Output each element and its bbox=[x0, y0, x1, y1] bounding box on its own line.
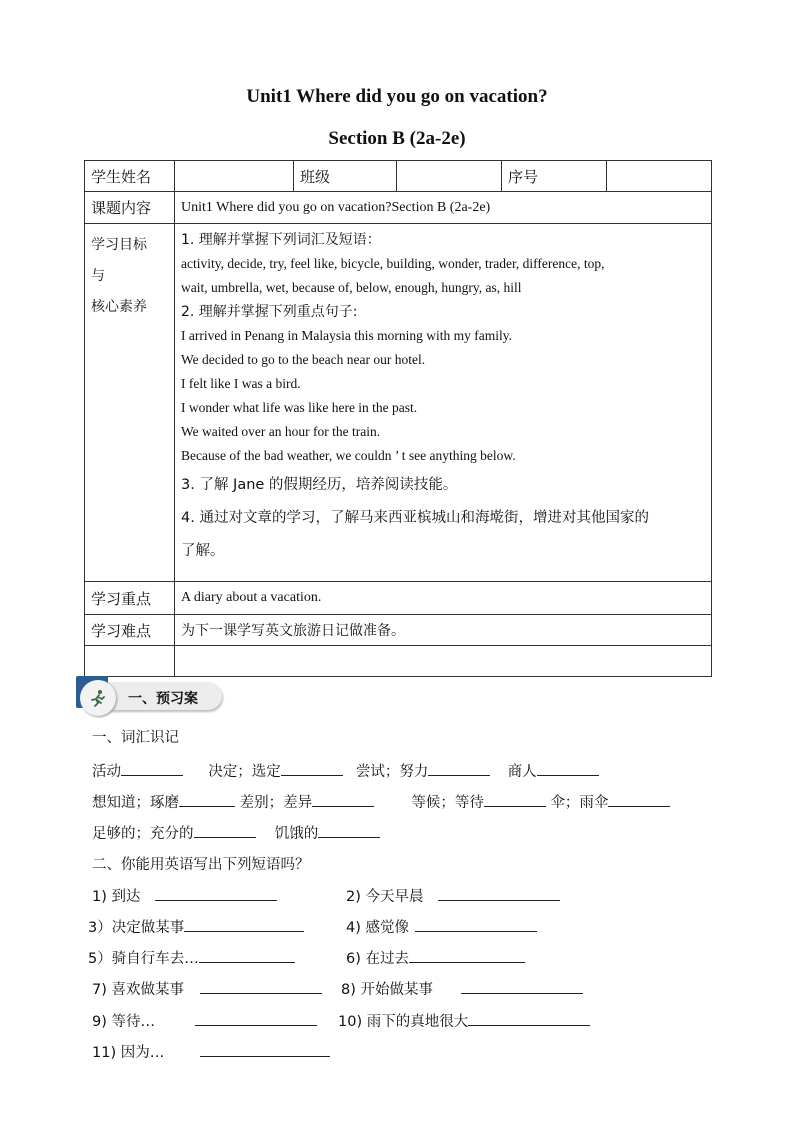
objective-line: Because of the bad weather, we couldn ’ t see anything below. bbox=[181, 448, 516, 463]
answer-blank[interactable] bbox=[194, 823, 256, 838]
objective-line: 1. 理解并掌握下列词汇及短语： bbox=[181, 232, 381, 248]
vocab-prompt: 足够的；充分的 bbox=[92, 826, 194, 842]
answer-blank[interactable] bbox=[608, 792, 670, 807]
phrase-item: 10) 雨下的真地很大 bbox=[338, 1010, 590, 1031]
objective-line: I wonder what life was like here in the past. bbox=[181, 400, 418, 415]
phrase-item: 6) 在过去 bbox=[346, 947, 525, 968]
objectives-content bbox=[175, 224, 712, 582]
topic-label: 课题内容 bbox=[85, 192, 175, 224]
document-subtitle: Section B (2a-2e) bbox=[328, 128, 466, 149]
table-row bbox=[85, 582, 712, 615]
answer-blank[interactable] bbox=[312, 792, 374, 807]
phrase-item: 8) 开始做某事 bbox=[341, 978, 583, 999]
topic-value: Unit1 Where did you go on vacation?Section B (2a-2e) bbox=[175, 192, 712, 224]
table-row bbox=[85, 161, 712, 192]
phrase-item: 5）骑自行车去… bbox=[88, 947, 295, 968]
answer-blank[interactable] bbox=[200, 1042, 330, 1057]
answer-blank[interactable] bbox=[200, 979, 322, 994]
vocab-prompt: 等候；等待 bbox=[411, 795, 484, 811]
vocab-prompt: 商人 bbox=[507, 764, 537, 780]
vocab-prompt: 活动 bbox=[92, 764, 121, 780]
empty-cell bbox=[85, 646, 175, 677]
objective-line: 了解。 bbox=[181, 543, 225, 559]
objectives-label-line: 与 bbox=[91, 268, 105, 284]
running-figure-icon bbox=[80, 680, 116, 716]
vocab-row bbox=[92, 791, 670, 812]
phrase-item: 1) 到达 bbox=[92, 885, 277, 906]
answer-blank[interactable] bbox=[484, 792, 546, 807]
answer-blank[interactable] bbox=[461, 979, 583, 994]
answer-blank[interactable] bbox=[537, 761, 599, 776]
answer-blank[interactable] bbox=[468, 1011, 590, 1026]
phrase-item: 3）决定做某事 bbox=[88, 916, 304, 937]
vocab-prompt: 尝试；努力 bbox=[355, 764, 429, 780]
objectives-label bbox=[85, 224, 175, 582]
objective-line: 3. 了解 Jane 的假期经历，培养阅读技能。 bbox=[181, 477, 458, 493]
vocab-row bbox=[92, 822, 380, 843]
objective-line: wait, umbrella, wet, because of, below, enough, hungry, as, hill bbox=[181, 280, 522, 295]
objectives-label-line: 学习目标 bbox=[91, 237, 147, 253]
objective-line: 4. 通过对文章的学习，了解马来西亚槟城山和海墘街，增进对其他国家的 bbox=[181, 510, 649, 526]
vocab-heading: 一、词汇识记 bbox=[92, 730, 179, 746]
number-label: 序号 bbox=[502, 161, 607, 192]
table-row bbox=[85, 615, 712, 646]
class-field[interactable] bbox=[397, 161, 502, 192]
answer-blank[interactable] bbox=[281, 761, 343, 776]
answer-blank[interactable] bbox=[155, 886, 277, 901]
table-row bbox=[85, 192, 712, 224]
answer-blank[interactable] bbox=[121, 761, 183, 776]
vocab-prompt: 饥饿的 bbox=[274, 826, 319, 842]
section-banner bbox=[76, 676, 224, 714]
class-label: 班级 bbox=[294, 161, 397, 192]
answer-blank[interactable] bbox=[195, 1011, 317, 1026]
empty-cell bbox=[175, 646, 712, 677]
objective-line: I felt like I was a bird. bbox=[181, 376, 301, 391]
objective-line: activity, decide, try, feel like, bicycle, building, wonder, trader, difference, top, bbox=[181, 256, 605, 271]
table-row bbox=[85, 224, 712, 582]
answer-blank[interactable] bbox=[199, 948, 295, 963]
answer-blank[interactable] bbox=[409, 948, 525, 963]
lesson-info-table bbox=[84, 160, 712, 677]
document-title: Unit1 Where did you go on vacation? bbox=[246, 86, 548, 107]
focus-label: 学习重点 bbox=[85, 582, 175, 615]
vocab-prompt: 伞；雨伞 bbox=[550, 795, 609, 811]
objective-line: I arrived in Penang in Malaysia this morning with my family. bbox=[181, 328, 512, 343]
objectives-label-line: 核心素养 bbox=[91, 299, 147, 315]
answer-blank[interactable] bbox=[438, 886, 560, 901]
vocab-prompt: 想知道；琢磨 bbox=[92, 795, 179, 811]
student-name-label: 学生姓名 bbox=[85, 161, 175, 192]
phrase-item: 7) 喜欢做某事 bbox=[92, 978, 322, 999]
answer-blank[interactable] bbox=[318, 823, 380, 838]
vocab-row bbox=[92, 760, 599, 781]
phrase-item: 11) 因为… bbox=[92, 1041, 330, 1062]
phrase-item: 9) 等待… bbox=[92, 1010, 317, 1031]
table-row bbox=[85, 646, 712, 677]
vocab-prompt: 决定；选定 bbox=[208, 764, 281, 780]
number-field[interactable] bbox=[607, 161, 712, 192]
answer-blank[interactable] bbox=[179, 792, 235, 807]
answer-blank[interactable] bbox=[428, 761, 490, 776]
objective-line: We waited over an hour for the train. bbox=[181, 424, 381, 439]
banner-title: 一、预习案 bbox=[128, 691, 198, 707]
objective-line: We decided to go to the beach near our hotel. bbox=[181, 352, 426, 367]
phrase-item: 4) 感觉像 bbox=[346, 916, 537, 937]
difficulty-label: 学习难点 bbox=[85, 615, 175, 646]
student-name-field[interactable] bbox=[175, 161, 294, 192]
focus-value: A diary about a vacation. bbox=[175, 582, 712, 615]
answer-blank[interactable] bbox=[184, 917, 304, 932]
difficulty-value: 为下一课学写英文旅游日记做准备。 bbox=[175, 615, 712, 646]
phrase-item: 2) 今天早晨 bbox=[346, 885, 560, 906]
phrases-heading: 二、你能用英语写出下列短语吗？ bbox=[92, 857, 310, 873]
answer-blank[interactable] bbox=[415, 917, 537, 932]
objective-line: 2. 理解并掌握下列重点句子: bbox=[181, 304, 358, 320]
vocab-prompt: 差别；差异 bbox=[239, 795, 313, 811]
